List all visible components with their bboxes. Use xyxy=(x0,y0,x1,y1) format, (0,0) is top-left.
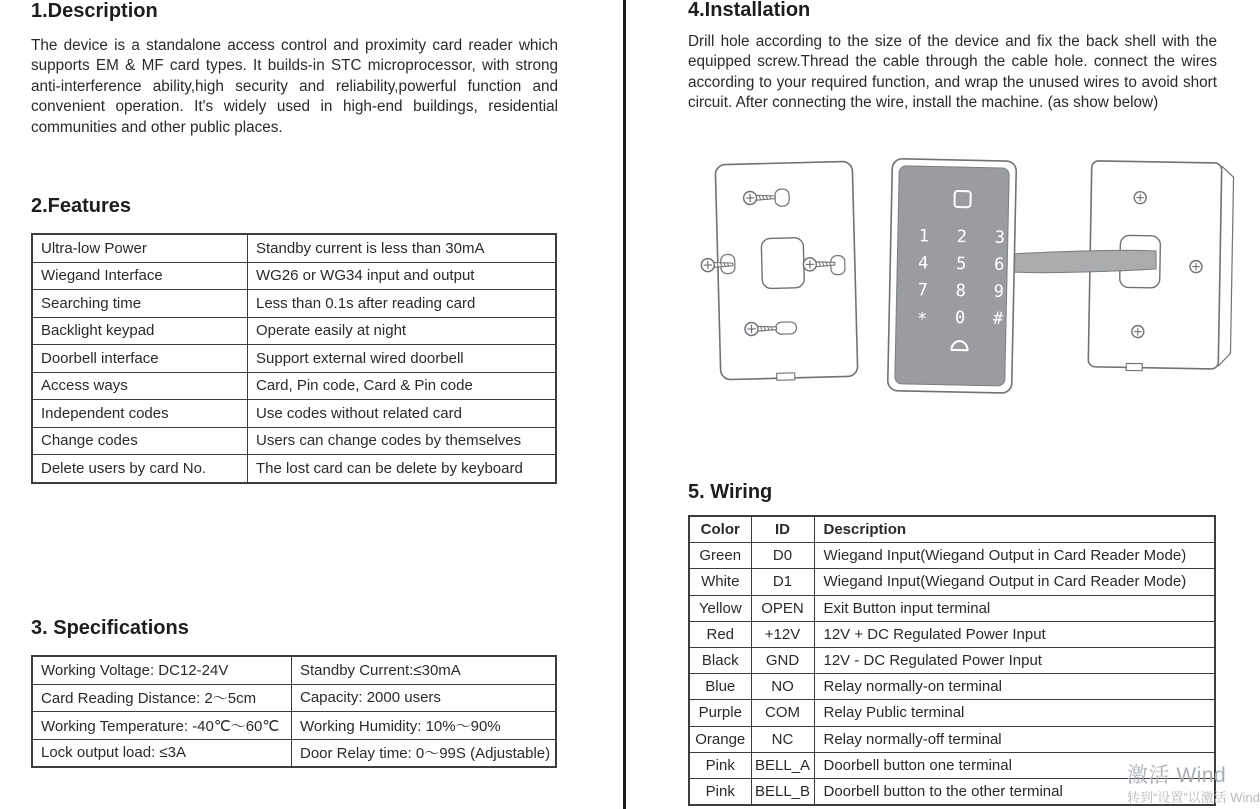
key-4: 4 xyxy=(917,253,929,274)
table-cell: Independent codes xyxy=(32,400,248,428)
table-cell: Relay normally-off terminal xyxy=(814,726,1215,752)
wiring-header-description: Description xyxy=(814,516,1215,543)
ribbon-cable xyxy=(1010,250,1156,272)
table-cell: Backlight keypad xyxy=(32,317,248,345)
features-heading: 2.Features xyxy=(31,195,132,217)
screw-icon xyxy=(1134,192,1146,204)
table-cell: 12V + DC Regulated Power Input xyxy=(814,621,1215,647)
table-cell: NO xyxy=(751,674,814,700)
table-cell: The lost card can be delete by keyboard xyxy=(248,455,557,483)
table-cell: +12V xyxy=(751,621,814,647)
table-cell: Standby current is less than 30mA xyxy=(248,234,557,262)
key-0: 0 xyxy=(954,307,966,329)
table-cell: Standby Current:≤30mA xyxy=(292,656,557,684)
table-cell: OPEN xyxy=(751,595,814,621)
table-cell: Ultra-low Power xyxy=(32,234,248,262)
table-row xyxy=(32,262,556,290)
table-cell: Change codes xyxy=(32,427,248,455)
table-row xyxy=(32,427,556,455)
table-cell: BELL_A xyxy=(751,752,814,778)
table-row xyxy=(689,700,1215,726)
table-cell: Wiegand Input(Wiegand Output in Card Reader Mode) xyxy=(814,569,1215,595)
windows-activation-watermark xyxy=(1127,765,1260,804)
wiring-heading: 5. Wiring xyxy=(688,481,773,503)
wiring-table xyxy=(688,515,1216,806)
table-cell: Red xyxy=(689,621,751,647)
table-row xyxy=(32,684,556,712)
key-hash: # xyxy=(992,308,1004,329)
table-row xyxy=(689,543,1215,569)
wiring-header-row xyxy=(689,516,1215,543)
specifications-heading: 3. Specifications xyxy=(31,617,189,639)
table-cell: WG26 or WG34 input and output xyxy=(248,262,557,290)
key-9: 9 xyxy=(993,281,1005,303)
table-cell: Green xyxy=(689,543,751,569)
table-row xyxy=(32,345,556,373)
table-row xyxy=(32,400,556,428)
features-table xyxy=(31,233,557,484)
table-row xyxy=(32,712,556,740)
table-cell: Doorbell button one terminal xyxy=(814,752,1215,778)
table-cell: Black xyxy=(689,647,751,673)
table-cell: Exit Button input terminal xyxy=(814,595,1215,621)
table-cell: Less than 0.1s after reading card xyxy=(248,290,557,318)
table-cell: Delete users by card No. xyxy=(32,455,248,483)
table-cell: Users can change codes by themselves xyxy=(248,427,557,455)
table-cell: GND xyxy=(751,647,814,673)
table-cell: Relay normally-on terminal xyxy=(814,674,1215,700)
installation-diagram xyxy=(700,152,1235,402)
specifications-table xyxy=(31,655,557,768)
table-cell: Pink xyxy=(689,778,751,805)
table-cell: Door Relay time: 0～99S (Adjustable) xyxy=(292,739,557,767)
key-8: 8 xyxy=(955,280,967,302)
table-cell: Capacity: 2000 users xyxy=(292,684,557,712)
table-cell: COM xyxy=(751,700,814,726)
table-cell: Doorbell interface xyxy=(32,345,248,373)
table-row xyxy=(689,726,1215,752)
wiring-header-color: Color xyxy=(689,516,751,543)
mount-tab xyxy=(1126,363,1142,370)
watermark-line2: 转到“设置”以激活 Wind xyxy=(1127,790,1260,805)
table-cell: D1 xyxy=(751,569,814,595)
table-row xyxy=(32,317,556,345)
back-shell-front-view xyxy=(699,161,858,382)
table-row xyxy=(689,647,1215,673)
description-heading: 1.Description xyxy=(31,0,158,22)
wiring-header-id: ID xyxy=(751,516,814,543)
table-row xyxy=(32,656,556,684)
table-cell: Access ways xyxy=(32,372,248,400)
table-cell: Yellow xyxy=(689,595,751,621)
table-cell: Card, Pin code, Card & Pin code xyxy=(248,372,557,400)
table-cell: 12V - DC Regulated Power Input xyxy=(814,647,1215,673)
key-7: 7 xyxy=(917,280,929,301)
table-row xyxy=(32,372,556,400)
table-row xyxy=(32,739,556,767)
description-paragraph: The device is a standalone access control and proximity card reader which supports EM & MF card types. It builds-in STC microprocessor, with strong anti-interference ability,high security and reliability,powerful function and convenient operation. It's widely used in high-end buildings, residential communities and other public places. xyxy=(31,37,558,136)
column-divider xyxy=(623,0,626,809)
table-cell: Orange xyxy=(689,726,751,752)
table-cell: White xyxy=(689,569,751,595)
table-cell: Wiegand Interface xyxy=(32,262,248,290)
installation-heading: 4.Installation xyxy=(688,0,811,21)
mount-tab xyxy=(777,373,795,380)
table-row xyxy=(32,290,556,318)
table-cell: Doorbell button to the other terminal xyxy=(814,778,1215,805)
screw-icon xyxy=(1132,326,1144,338)
table-cell: Operate easily at night xyxy=(248,317,557,345)
table-cell: Purple xyxy=(689,700,751,726)
table-row xyxy=(689,621,1215,647)
table-cell: Searching time xyxy=(32,290,248,318)
table-cell: Working Humidity: 10%～90% xyxy=(292,712,557,740)
table-cell: Working Voltage: DC12-24V xyxy=(32,656,292,684)
table-cell: Working Temperature: -40℃～60℃ xyxy=(32,712,292,740)
table-cell: Card Reading Distance: 2～5cm xyxy=(32,684,292,712)
table-cell: Pink xyxy=(689,752,751,778)
table-cell: NC xyxy=(751,726,814,752)
table-cell: Relay Public terminal xyxy=(814,700,1215,726)
table-cell: Blue xyxy=(689,674,751,700)
key-star: * xyxy=(916,309,928,330)
table-cell: Lock output load: ≤3A xyxy=(32,739,292,767)
table-row xyxy=(689,595,1215,621)
table-row xyxy=(32,234,556,262)
screw-icon xyxy=(1190,261,1202,273)
installation-paragraph: Drill hole according to the size of the device and fix the back shell with the equipped screw.Thread the cable through the cable hole. connect the wires according to your required function, and wrap the unused wires to avoid short circuit. After connecting the wire, install the machine. (as show below) xyxy=(688,33,1217,112)
table-row xyxy=(689,569,1215,595)
table-cell: Support external wired doorbell xyxy=(248,345,557,373)
table-row xyxy=(689,674,1215,700)
key-1: 1 xyxy=(918,226,930,247)
key-3: 3 xyxy=(994,227,1006,249)
key-5: 5 xyxy=(955,254,967,275)
table-cell: Use codes without related card xyxy=(248,400,557,428)
table-cell: D0 xyxy=(751,543,814,569)
key-6: 6 xyxy=(993,254,1005,276)
keypad-device xyxy=(888,159,1017,394)
table-cell: BELL_B xyxy=(751,778,814,805)
watermark-line1: 激活 Wind xyxy=(1127,764,1227,787)
key-2: 2 xyxy=(956,227,968,248)
table-cell: Wiegand Input(Wiegand Output in Card Reader Mode) xyxy=(814,543,1215,569)
table-row xyxy=(32,455,556,483)
